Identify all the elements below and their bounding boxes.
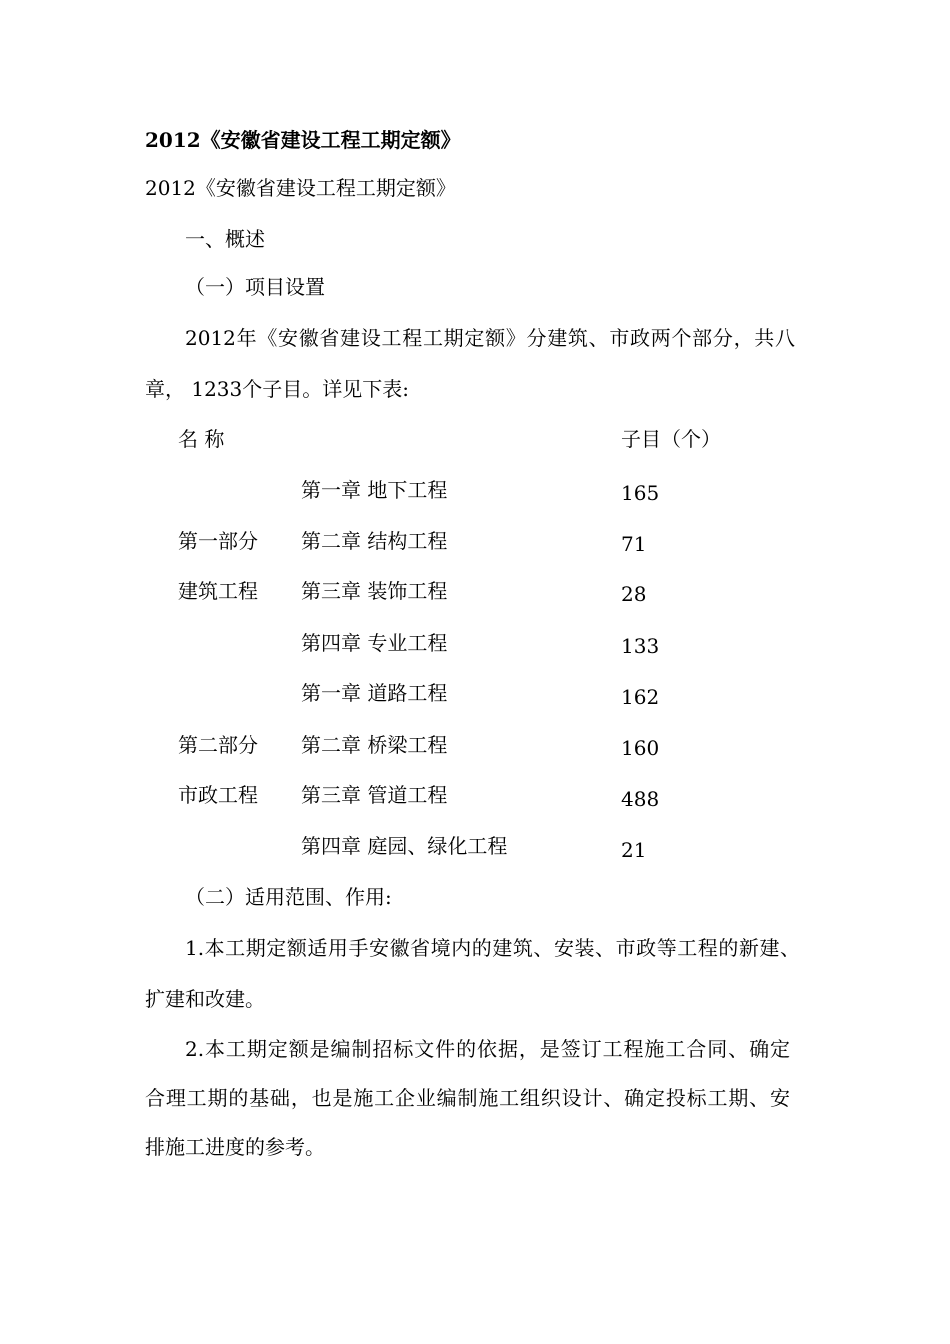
table-row-chapter: 第三章 管道工程 [301, 783, 448, 807]
table-row-chapter: 第二章 桥梁工程 [301, 733, 448, 757]
intro-paragraph-line-2: 章， 1233个子目。详见下表: [145, 377, 409, 401]
subsection-heading-scope: （二）适用范围、作用: [185, 885, 392, 909]
part-2-name: 市政工程 [178, 783, 258, 807]
table-row-count: 160 [621, 736, 660, 760]
table-row-chapter: 第一章 道路工程 [301, 681, 448, 705]
item-1-line-1: 1.本工期定额适用手安徽省境内的建筑、安装、市政等工程的新建、 [185, 936, 800, 960]
section-heading-overview: 一、概述 [185, 227, 265, 251]
document-title-bold: 2012《安徽省建设工程工期定额》 [145, 128, 461, 152]
table-row-chapter: 第四章 庭园、绿化工程 [301, 834, 508, 858]
table-row-chapter: 第一章 地下工程 [301, 478, 448, 502]
table-row-count: 165 [621, 481, 660, 505]
intro-paragraph-line-1: 2012年《安徽省建设工程工期定额》分建筑、市政两个部分，共八 [185, 326, 795, 350]
part-2-label: 第二部分 [178, 733, 258, 757]
table-row-count: 488 [621, 787, 660, 811]
item-2-line-1: 2.本工期定额是编制招标文件的依据，是签订工程施工合同、确定 [185, 1037, 790, 1061]
part-1-label: 第一部分 [178, 529, 258, 553]
table-row-count: 133 [621, 634, 660, 658]
table-row-count: 28 [621, 582, 647, 606]
table-header-name: 名 称 [178, 427, 225, 451]
item-2-line-3: 排施工进度的参考。 [145, 1135, 325, 1159]
table-row-count: 21 [621, 838, 647, 862]
table-row-chapter: 第二章 结构工程 [301, 529, 448, 553]
table-row-count: 162 [621, 685, 660, 709]
table-header-count: 子目（个） [621, 427, 721, 451]
table-row-count: 71 [621, 532, 647, 556]
document-title: 2012《安徽省建设工程工期定额》 [145, 176, 456, 200]
part-1-name: 建筑工程 [178, 579, 258, 603]
table-row-chapter: 第三章 装饰工程 [301, 579, 448, 603]
subsection-heading-project-setup: （一）项目设置 [185, 275, 325, 299]
table-row-chapter: 第四章 专业工程 [301, 631, 448, 655]
item-1-line-2: 扩建和改建。 [145, 987, 265, 1011]
item-2-line-2: 合理工期的基础，也是施工企业编制施工组织设计、确定投标工期、安 [145, 1086, 790, 1110]
